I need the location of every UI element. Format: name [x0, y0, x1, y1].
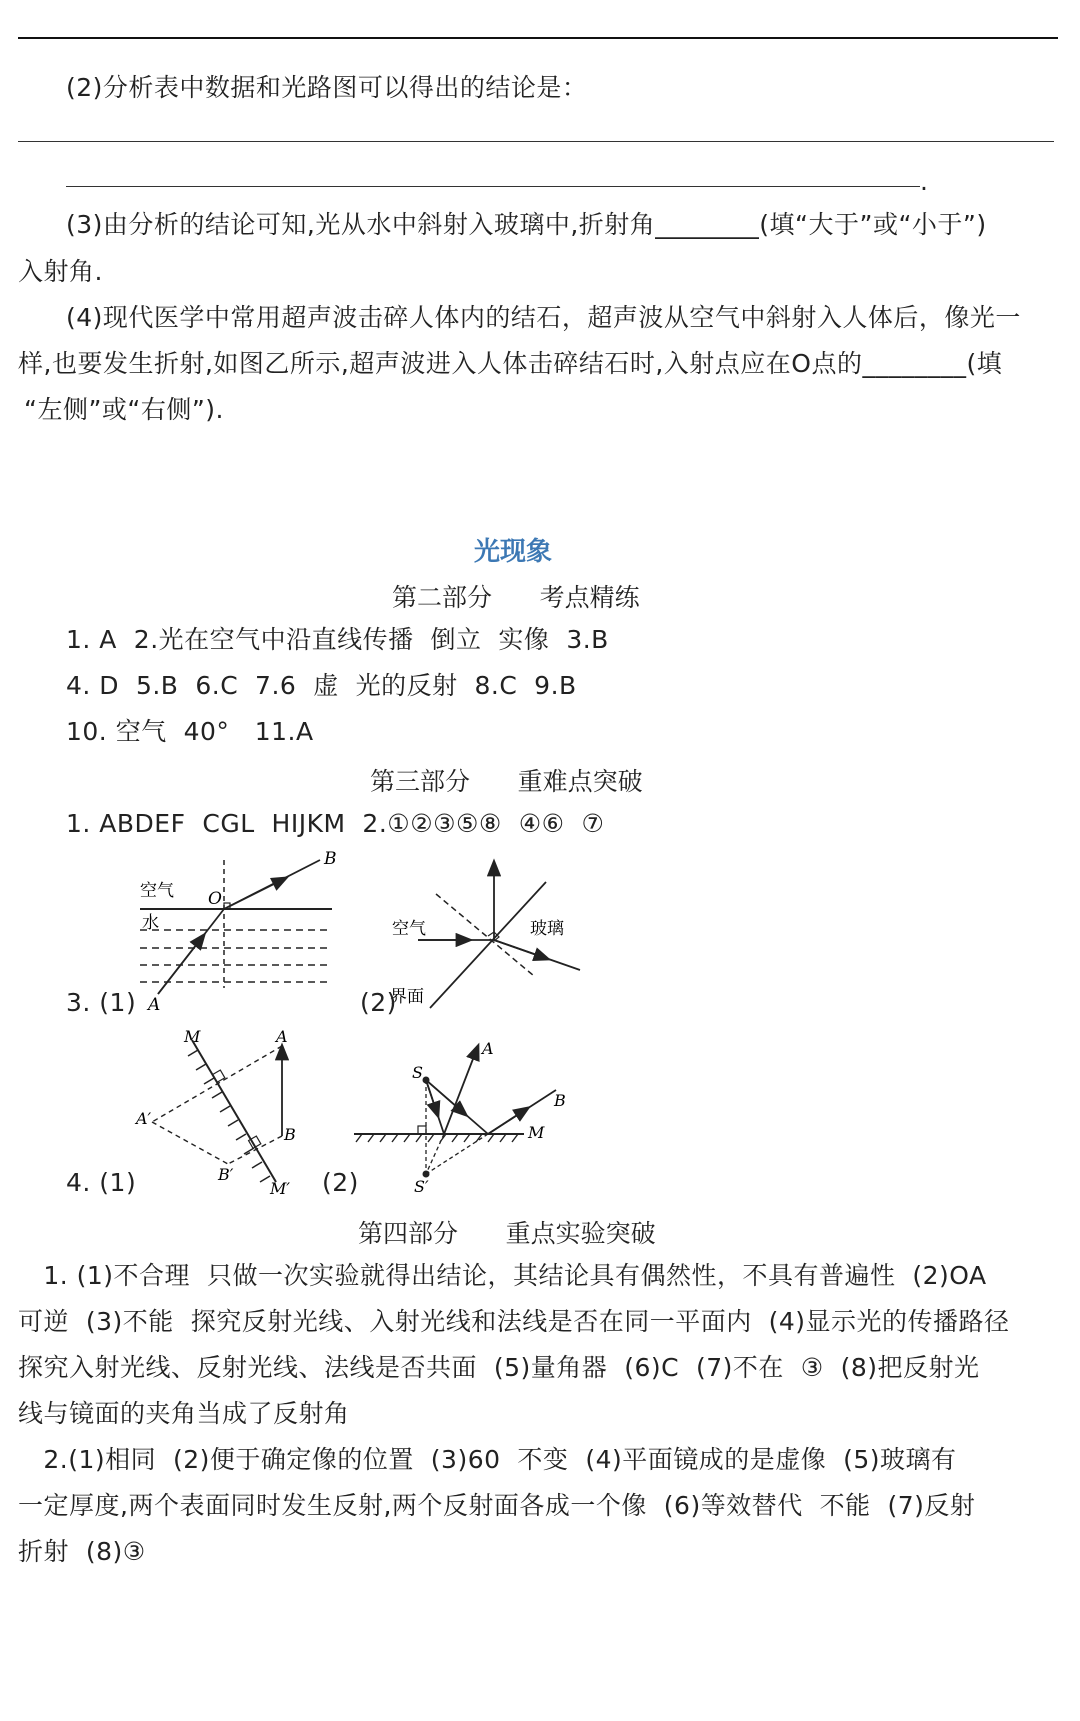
section-title: 光现象: [474, 537, 553, 567]
answer-blank-line-1: [18, 141, 1054, 142]
fig41-label-M-prime: M′: [270, 1179, 291, 1196]
fig31-water-label: 水: [142, 913, 159, 933]
fig31-point-B: B: [324, 849, 337, 869]
fig42-label-S-prime: S′: [414, 1177, 429, 1194]
part4-answer-1-line-4: 线与镜面的夹角当成了反射角: [18, 1399, 350, 1428]
q4-label-2: (2): [322, 1168, 359, 1197]
figure-3-1-refraction-diagram: [130, 848, 350, 1018]
fig41-label-B-prime: B′: [218, 1165, 234, 1184]
fig41-label-A: A: [276, 1027, 288, 1046]
fig42-label-M: M: [528, 1123, 545, 1142]
fig31-air-label: 空气: [140, 881, 174, 901]
part2-answers-line-1: 1. A 2.光在空气中沿直线传播 倒立 实像 3.B: [66, 625, 609, 654]
fig32-glass-label: 玻璃: [530, 919, 564, 939]
question-4-line-1: (4)现代医学中常用超声波击碎人体内的结石，超声波从空气中斜射入人体后，像光一: [66, 303, 1021, 332]
part2-title: 第二部分 考点精练: [392, 583, 640, 612]
figure-4-1-mirror-image-diagram: [130, 1026, 330, 1196]
part4-answer-1-line-3: 探究入射光线、反射光线、法线是否共面 (5)量角器 (6)C (7)不在 ③ (8)把反射光: [18, 1353, 980, 1382]
fig32-interface-label: 界面: [390, 987, 424, 1007]
top-rule: [18, 37, 1058, 39]
question-3-line-2: 入射角.: [18, 257, 103, 286]
fig41-label-A-prime: A′: [136, 1109, 152, 1128]
part3-title: 第三部分 重难点突破: [370, 767, 643, 796]
fig31-point-O: O: [208, 889, 222, 909]
fig31-point-A: A: [148, 995, 161, 1015]
fig42-label-S: S: [412, 1063, 423, 1082]
figure-3-2-refraction-diagram: [388, 850, 588, 1020]
part3-answers-line-1: 1. ABDEF CGL HIJKM 2.①②③⑤⑧ ④⑥ ⑦: [66, 809, 605, 838]
fig32-air-label: 空气: [392, 919, 426, 939]
fig41-label-M: M: [184, 1027, 201, 1046]
question-3-line-1: (3)由分析的结论可知,光从水中斜射入玻璃中,折射角________(填“大于”或“小于”): [66, 210, 987, 239]
q4-label-1: 4. (1): [66, 1168, 137, 1197]
fig41-label-B: B: [284, 1125, 296, 1144]
fig42-label-A: A: [482, 1039, 494, 1058]
fig42-label-B: B: [554, 1091, 566, 1110]
part4-title: 第四部分 重点实验突破: [358, 1219, 656, 1248]
part4-answer-1-line-1: 1. (1)不合理 只做一次实验就得出结论，其结论具有偶然性，不具有普遍性 (2)OA: [18, 1261, 987, 1290]
part2-answers-line-3: 10. 空气 40° 11.A: [66, 717, 314, 746]
part4-answer-2-line-1: 2.(1)相同 (2)便于确定像的位置 (3)60 不变 (4)平面镜成的是虚像 (5)玻璃有: [18, 1445, 957, 1474]
part4-answer-2-line-3: 折射 (8)③: [18, 1537, 146, 1566]
part4-answer-1-line-2: 可逆 (3)不能 探究反射光线、入射光线和法线是否在同一平面内 (4)显示光的传播路径: [18, 1307, 1010, 1336]
q3-label-1: 3. (1): [66, 988, 137, 1017]
question-2-period: .: [920, 167, 929, 196]
question-4-line-3: “左侧”或“右侧”).: [24, 395, 225, 424]
figure-4-2-reflection-diagram: [352, 1034, 572, 1194]
q3-label-2: (2): [360, 988, 397, 1017]
question-4-line-2: 样,也要发生折射,如图乙所示,超声波进入人体击碎结石时,入射点应在O点的________(填: [18, 349, 1003, 378]
part2-answers-line-2: 4. D 5.B 6.C 7.6 虚 光的反射 8.C 9.B: [66, 671, 577, 700]
part4-answer-2-line-2: 一定厚度,两个表面同时发生反射,两个反射面各成一个像 (6)等效替代 不能 (7)反射: [18, 1491, 976, 1520]
answer-blank-line-2: [66, 186, 920, 187]
question-2: (2)分析表中数据和光路图可以得出的结论是：: [66, 73, 588, 102]
